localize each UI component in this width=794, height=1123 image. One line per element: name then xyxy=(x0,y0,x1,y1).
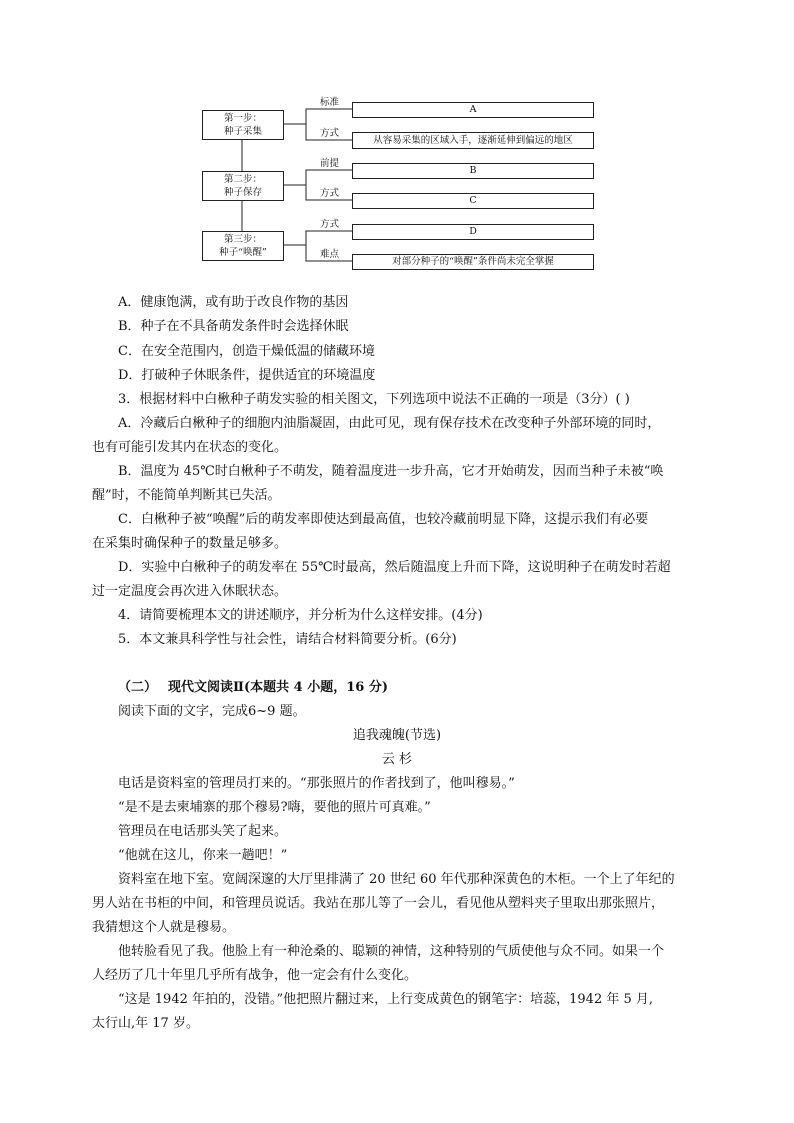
step2-line2: 种子保存 xyxy=(223,187,262,198)
flow-diagram xyxy=(0,0,794,280)
article-author: 云 杉 xyxy=(381,752,413,767)
box-a: A xyxy=(352,102,594,118)
article-title: 追我魂魄(节选) xyxy=(352,728,442,743)
label-qianti: 前提 xyxy=(320,158,340,169)
box-difficulty: 对部分种子的“唤醒”条件尚未完全掌握 xyxy=(352,254,594,270)
section2-instruction: 阅读下面的文字，完成6~9 题。 xyxy=(118,704,306,719)
box-c: C xyxy=(352,193,594,209)
q3-option-b-line1: B．温度为 45℃时白楸种子不萌发，随着温度进一步升高，它才开始萌发，因而当种子未被“唤 xyxy=(118,464,664,479)
article-paragraph: 他转脸看见了我。他脸上有一种沧桑的、聪颖的神情，这种特别的气质使他与众不同。如果一个 xyxy=(118,944,665,959)
label-fangshi-2: 方式 xyxy=(320,188,340,199)
article-paragraph-cont: 太行山,年 17 岁。 xyxy=(92,1016,199,1031)
step1-line1: 第一步： xyxy=(223,113,262,124)
step1-box xyxy=(202,110,284,140)
q3-option-c-line2: 在采集时确保种子的数量足够多。 xyxy=(92,536,288,551)
q5-text: 5．本文兼具科学性与社会性，请结合材料简要分析。(6分) xyxy=(118,632,457,647)
box-d: D xyxy=(352,224,594,240)
q2-option-c: C．在安全范围内，创造干燥低温的储藏环境 xyxy=(118,344,375,359)
q2-option-a: A．健康饱满，或有助于改良作物的基因 xyxy=(118,295,349,310)
connector-step1-biaozhun xyxy=(282,109,352,124)
q2-option-d: D．打破种子休眠条件，提供适宜的环境温度 xyxy=(118,368,376,383)
article-paragraph: 资料室在地下室。宽阔深邃的大厅里排满了 20 世纪 60 年代那种深黄色的木柜。一个上了年纪的 xyxy=(118,872,675,887)
step1-line2: 种子采集 xyxy=(223,126,262,137)
article-paragraph: “是不是去柬埔寨的那个穆易?嗨，要他的照片可真难。” xyxy=(118,800,431,815)
section2-heading: （二） 现代文阅读Ⅱ(本题共 4 小题，16 分) xyxy=(118,680,388,695)
step2-box xyxy=(202,171,284,201)
article-paragraph-cont: 我猜想这个人就是穆易。 xyxy=(92,920,236,935)
q3-option-b-line2: 醒”时，不能简单判断其已失活。 xyxy=(92,488,281,503)
article-paragraph: “他就在这儿，你来一趟吧！” xyxy=(118,848,288,863)
article-paragraph: “这是 1942 年拍的，没错。”他把照片翻过来，上行变成黄色的钢笔字：培蕊，1942 年 5 月, xyxy=(118,992,654,1007)
label-fangshi-1: 方式 xyxy=(320,128,340,139)
q3-option-d-line1: D．实验中白楸种子的萌发率在 55℃时最高，然后随温度上升而下降，这说明种子在萌发时若超 xyxy=(118,560,671,575)
step3-box xyxy=(202,231,284,261)
article-paragraph-cont: 男人站在书柜的中间，和管理员说话。我站在那儿等了一会儿，看见他从塑料夹子里取出那张照片， xyxy=(92,896,665,911)
q3-stem: 3．根据材料中白楸种子萌发实验的相关图文，下列选项中说法不正确的一项是（3分）( ) xyxy=(118,392,630,407)
label-fangshi-3: 方式 xyxy=(320,219,340,230)
q2-option-b: B．种子在不具备萌发条件时会选择休眠 xyxy=(118,319,349,334)
connector-step3-fangshi xyxy=(282,231,352,245)
q3-option-a-line2: 也有可能引发其内在状态的变化。 xyxy=(92,440,288,455)
article-paragraph: 电话是资料室的管理员打来的。“那张照片的作者找到了，他叫穆易。” xyxy=(118,776,515,791)
box-b: B xyxy=(352,163,594,179)
q4-text: 4．请简要梳理本文的讲述顺序，并分析为什么这样安排。(4分) xyxy=(118,608,483,623)
label-biaozhun: 标准 xyxy=(320,97,340,108)
article-paragraph: 管理员在电话那头笑了起来。 xyxy=(118,824,288,839)
step2-line1: 第二步： xyxy=(223,174,262,185)
q3-option-a-line1: A．冷藏后白楸种子的细胞内油脂凝固，由此可见，现有保存技术在改变种子外部环境的同时， xyxy=(118,416,661,431)
q3-option-d-line2: 过一定温度会再次进入休眠状态。 xyxy=(92,584,288,599)
box-collect-method: 从容易采集的区域入手，逐渐延伸到偏远的地区 xyxy=(352,132,594,149)
q3-option-c-line1: C．白楸种子被“唤醒”后的萌发率即使达到最高值，也较冷藏前明显下降，这提示我们有必要 xyxy=(118,512,649,527)
step3-line2: 种子“唤醒” xyxy=(219,247,267,258)
step3-line1: 第三步： xyxy=(223,234,262,245)
connector-step2-qianti xyxy=(282,170,352,185)
article-paragraph-cont: 人经历了几十年里几乎所有战争，他一定会有什么变化。 xyxy=(92,968,418,983)
label-nandian: 难点 xyxy=(320,249,340,260)
